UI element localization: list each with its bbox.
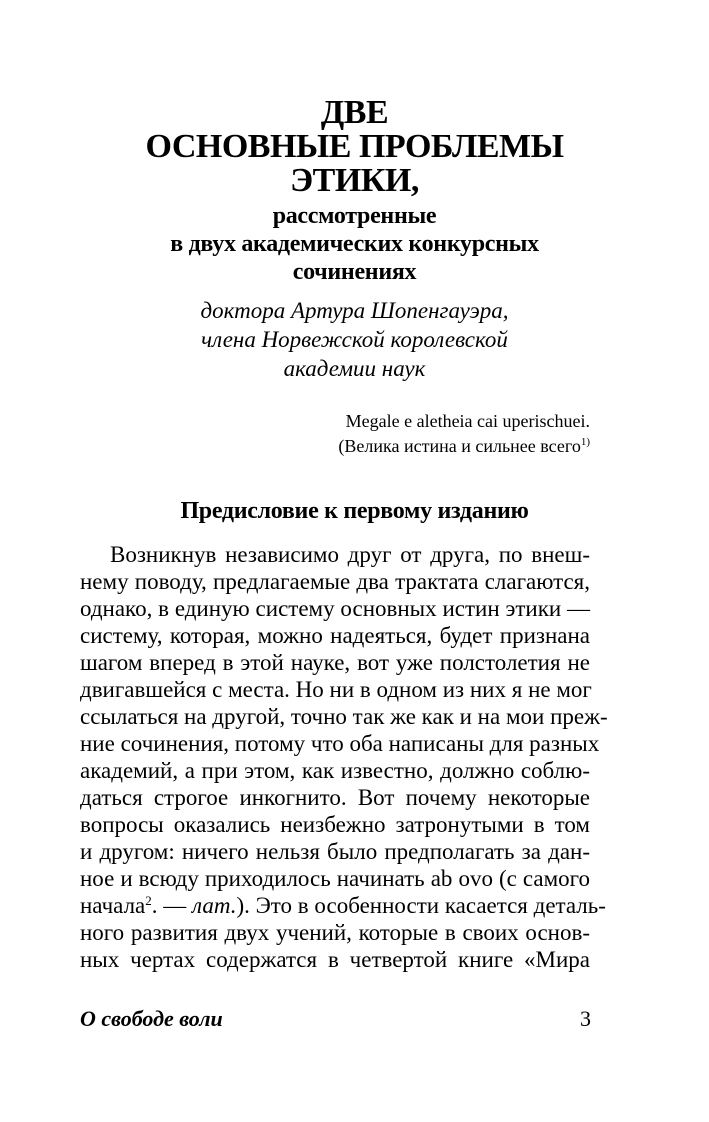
page-number: 3 — [580, 1006, 591, 1031]
body-line-13: ное и всюду приходилось начинать ab ovo (с самого — [80, 866, 590, 891]
epigraph-translation — [338, 434, 590, 458]
running-title: О свободе воли — [80, 1006, 223, 1031]
body-line-16: ных чертах содержатся в четвертой книге «Мира — [80, 947, 590, 972]
title-line-3: ЭТИКИ, — [290, 162, 419, 199]
section-heading: Предисловие к первому изданию — [180, 498, 529, 524]
subtitle-line-1: рассмотренные — [272, 203, 437, 229]
body-line-6: двигавшейся с места. Но ни в одном из них я не мог — [80, 677, 592, 702]
body-line-14 — [80, 892, 606, 919]
body-line-1: Возникнув независимо друг от друга, по внеш- — [110, 542, 590, 567]
title-line-1: ДВЕ — [320, 94, 389, 131]
body-line-3: однако, в единую систему основных истин этики — — [80, 596, 590, 621]
body-line-7: ссылаться на другой, точно так же как и на мои преж- — [80, 704, 608, 729]
footnote-mark-1: 1) — [580, 436, 590, 448]
body-line-5: шагом вперед в этой науке, вот уже полстолетия не — [80, 650, 590, 675]
subtitle-line-3: сочинениях — [292, 259, 417, 285]
body-line-9: академий, а при этом, как известно, должно соблю- — [80, 758, 590, 783]
body-line-4: систему, которая, можно надеяться, будет признана — [80, 623, 590, 648]
body-line-14-c: ). Это в особенности касается деталь- — [236, 893, 606, 918]
body-line-11: вопросы оказались неизбежно затронутыми в том — [80, 812, 590, 837]
author-line-1: доктора Артура Шопенгауэра, — [200, 298, 509, 323]
body-line-15: ного развития двух учений, которые в своих основ- — [80, 920, 590, 945]
subtitle-line-2: в двух академических конкурсных — [170, 231, 539, 257]
footnote-mark-2: 2 — [145, 893, 152, 908]
epigraph-translation-text: (Велика истина и сильнее всего — [338, 436, 581, 456]
body-line-14-b: . — — [151, 893, 193, 918]
author-line-2: члена Норвежской королевской — [201, 327, 508, 352]
body-line-8: ние сочинения, потому что оба написаны для разных — [80, 731, 600, 756]
body-line-14-italic: лат. — [192, 893, 237, 918]
title-line-2: ОСНОВНЫЕ ПРОБЛЕМЫ — [145, 128, 564, 165]
body-line-10: даться строгое инкогнито. Вот почему некоторые — [80, 785, 590, 810]
author-line-3: академии наук — [283, 356, 426, 381]
body-line-14-a: начала — [80, 893, 146, 918]
epigraph-latin: Megale e aletheia cai uperischuei. — [345, 411, 590, 431]
body-line-12: и другом: ничего нельзя было предполагать за дан- — [80, 839, 590, 864]
body-line-2: нему поводу, предлагаемые два трактата слагаются, — [80, 569, 590, 594]
